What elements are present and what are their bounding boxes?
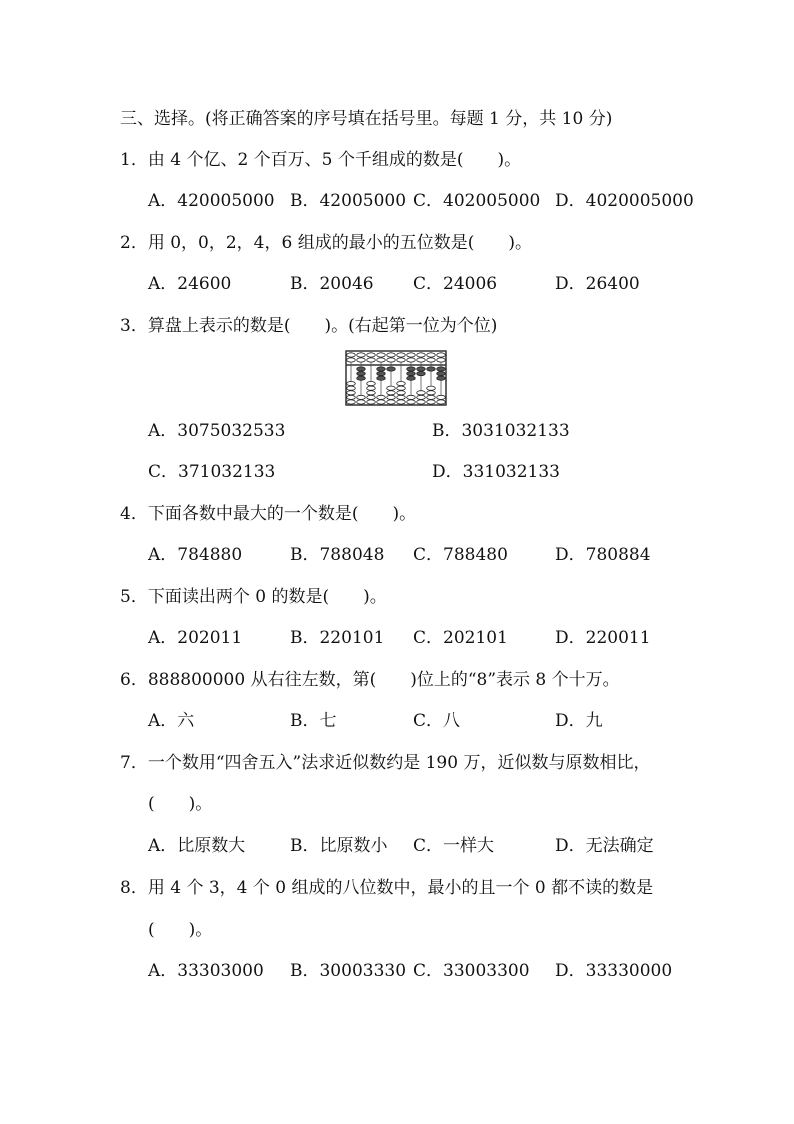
abacus-lower-bead (407, 400, 416, 404)
question-7-option-c[interactable]: C．一样大 (413, 836, 495, 856)
abacus-lower-bead (387, 386, 396, 390)
abacus-lower-bead (427, 391, 436, 395)
question-1-option-b[interactable]: B．42005000 (290, 191, 407, 211)
abacus-lower-bead (397, 386, 406, 390)
abacus-lower-bead (387, 391, 396, 395)
abacus-active-bead (417, 367, 426, 371)
question-4-option-a[interactable]: A．784880 (148, 545, 243, 565)
abacus-beads (347, 353, 446, 404)
abacus-upper-bead (367, 353, 376, 357)
abacus-upper-bead (377, 353, 386, 357)
question-7-stem: 7．一个数用“四舍五入”法求近似数约是 190 万，近似数与原数相比， (120, 753, 651, 773)
abacus-upper-bead (377, 358, 386, 362)
abacus-upper-bead (347, 358, 356, 362)
abacus-lower-bead (347, 391, 356, 395)
question-2-stem: 2．用 0，0，2，4，6 组成的最小的五位数是( )。 (120, 233, 532, 253)
abacus-active-bead (357, 367, 366, 371)
abacus-active-bead (437, 372, 446, 376)
abacus-lower-bead (397, 395, 406, 399)
question-6-option-d[interactable]: D．九 (555, 711, 603, 731)
abacus-lower-bead (367, 391, 376, 395)
abacus-lower-bead (387, 400, 396, 404)
abacus-upper-bead (437, 358, 446, 362)
abacus-lower-bead (367, 395, 376, 399)
abacus-upper-bead (437, 353, 446, 357)
abacus-lower-bead (427, 386, 436, 390)
abacus-lower-bead (367, 386, 376, 390)
question-5-option-a[interactable]: A．202011 (148, 628, 243, 648)
abacus-active-bead (357, 376, 366, 380)
abacus-lower-bead (377, 400, 386, 404)
abacus-lower-bead (377, 395, 386, 399)
question-8-stem: 8．用 4 个 3，4 个 0 组成的八位数中，最小的且一个 0 都不读的数是 (120, 878, 654, 898)
question-7-option-a[interactable]: A．比原数大 (148, 836, 246, 856)
question-6-option-a[interactable]: A．六 (148, 711, 195, 731)
abacus-lower-bead (357, 400, 366, 404)
abacus-lower-bead (367, 382, 376, 386)
question-2-option-d[interactable]: D．26400 (555, 274, 640, 294)
question-4-option-b[interactable]: B．788048 (290, 545, 385, 565)
abacus-upper-bead (357, 353, 366, 357)
abacus-lower-bead (347, 382, 356, 386)
question-8-option-a[interactable]: A．33303000 (148, 961, 264, 981)
abacus-lower-bead (397, 391, 406, 395)
abacus-upper-bead (387, 353, 396, 357)
question-5-stem: 5．下面读出两个 0 的数是( )。 (120, 587, 387, 607)
abacus-image (345, 350, 447, 406)
abacus-upper-bead (387, 358, 396, 362)
question-8-option-c[interactable]: C．33003300 (413, 961, 530, 981)
abacus-active-bead (417, 372, 426, 376)
abacus-upper-bead (417, 358, 426, 362)
abacus-upper-bead (397, 358, 406, 362)
abacus-lower-bead (417, 395, 426, 399)
question-3-option-c[interactable]: C．371032133 (148, 462, 276, 482)
question-1-option-a[interactable]: A．420005000 (148, 191, 275, 211)
question-8-stem-continued: ( )。 (148, 920, 213, 940)
abacus-upper-bead (417, 353, 426, 357)
question-6-option-b[interactable]: B．七 (290, 711, 337, 731)
abacus-lower-bead (427, 395, 436, 399)
abacus-upper-bead (427, 353, 436, 357)
question-2-option-b[interactable]: B．20046 (290, 274, 374, 294)
abacus-lower-bead (407, 395, 416, 399)
abacus-active-bead (387, 367, 396, 371)
abacus-lower-bead (347, 386, 356, 390)
question-5-option-b[interactable]: B．220101 (290, 628, 385, 648)
abacus-active-bead (407, 372, 416, 376)
abacus-active-bead (377, 367, 386, 371)
question-6-option-c[interactable]: C．八 (413, 711, 461, 731)
abacus-upper-bead (367, 358, 376, 362)
abacus-lower-bead (357, 395, 366, 399)
question-2-option-c[interactable]: C．24006 (413, 274, 498, 294)
abacus-upper-bead (427, 358, 436, 362)
abacus-lower-bead (397, 400, 406, 404)
abacus-lower-bead (397, 382, 406, 386)
abacus-lower-bead (437, 395, 446, 399)
abacus-upper-bead (357, 358, 366, 362)
abacus-active-bead (407, 376, 416, 380)
question-6-stem: 6．888800000 从右往左数，第( )位上的“8”表示 8 个十万。 (120, 670, 620, 690)
abacus-active-bead (377, 372, 386, 376)
abacus-upper-bead (407, 358, 416, 362)
abacus-upper-bead (347, 353, 356, 357)
question-8-option-b[interactable]: B．30003330 (290, 961, 407, 981)
abacus-lower-bead (427, 400, 436, 404)
question-7-option-d[interactable]: D．无法确定 (555, 836, 654, 856)
abacus-active-bead (437, 376, 446, 380)
question-4-option-d[interactable]: D．780884 (555, 545, 651, 565)
abacus-lower-bead (387, 395, 396, 399)
question-4-option-c[interactable]: C．788480 (413, 545, 508, 565)
question-3-option-a[interactable]: A．3075032533 (148, 421, 286, 441)
question-1-stem: 1．由 4 个亿、2 个百万、5 个千组成的数是( )。 (120, 150, 522, 170)
abacus-lower-bead (417, 400, 426, 404)
abacus-lower-bead (417, 391, 426, 395)
abacus-active-bead (437, 367, 446, 371)
abacus-active-bead (357, 372, 366, 376)
abacus-active-bead (407, 367, 416, 371)
abacus-upper-bead (397, 353, 406, 357)
question-7-stem-continued: ( )。 (148, 794, 213, 814)
question-8-option-d[interactable]: D．33330000 (555, 961, 673, 981)
question-2-option-a[interactable]: A．24600 (148, 274, 232, 294)
abacus-active-bead (377, 376, 386, 380)
question-5-option-c[interactable]: C．202101 (413, 628, 508, 648)
abacus-lower-bead (437, 400, 446, 404)
question-4-stem: 4．下面各数中最大的一个数是( )。 (120, 504, 417, 524)
question-5-option-d[interactable]: D．220011 (555, 628, 651, 648)
question-3-option-b[interactable]: B．3031032133 (432, 421, 570, 441)
abacus-lower-bead (367, 400, 376, 404)
abacus-lower-bead (347, 395, 356, 399)
question-1-option-c[interactable]: C．402005000 (413, 191, 541, 211)
question-7-option-b[interactable]: B．比原数小 (290, 836, 388, 856)
question-3-stem: 3．算盘上表示的数是( )。(右起第一位为个位) (120, 316, 498, 336)
abacus-upper-bead (407, 353, 416, 357)
question-3-option-d[interactable]: D．331032133 (432, 462, 560, 482)
section-title: 三、选择。(将正确答案的序号填在括号里。每题 1 分，共 10 分) (120, 109, 613, 129)
abacus-active-bead (427, 367, 436, 371)
question-1-option-d[interactable]: D．4020005000 (555, 191, 694, 211)
abacus-lower-bead (347, 400, 356, 404)
